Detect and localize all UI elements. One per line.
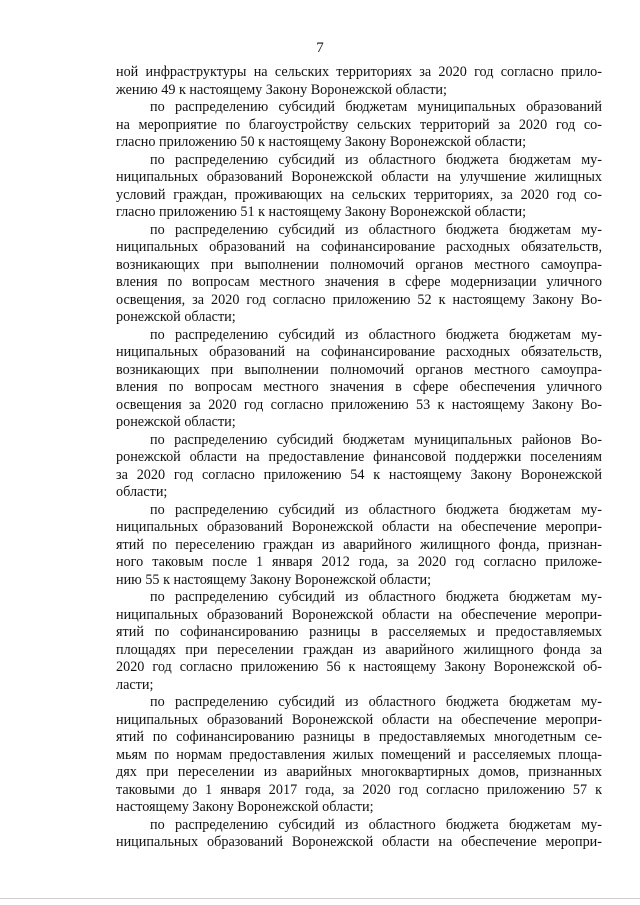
text-line: ятий по софинансированию разницы в расселяемых и предоставляемых: [116, 624, 602, 640]
document-body: [116, 64, 602, 852]
page-number: 7: [316, 40, 324, 56]
text-line: возникающих при выполнении полномочий органов местного самоупра-: [116, 256, 602, 273]
text-line: за 2020 год согласно приложению 54 к настоящему Закону Воронежской: [116, 466, 602, 483]
text-line: мьям по нормам предоставления жилых помещений и расселяемых площа-: [116, 746, 602, 763]
text-line: по распределению субсидий из областного бюджета бюджетам му-: [150, 501, 602, 518]
text-line: возникающих при выполнении полномочий органов местного самоупра-: [116, 361, 602, 378]
paragraph: [116, 432, 602, 502]
paragraph: [116, 817, 602, 852]
text-line: по распределению субсидий из областного бюджета бюджетам му-: [150, 221, 602, 238]
text-line: площадях при переселении граждан из аварийного жилищного фонда за: [116, 641, 602, 658]
text-line: вления по вопросам местного значения в сфере модернизации уличного: [116, 274, 602, 290]
text-line: гласно приложению 50 к настоящему Закону Воронежской области;: [116, 134, 527, 150]
text-line: на мероприятие по благоустройству сельских территорий за 2020 год со-: [116, 116, 602, 133]
text-line: по распределению субсидий бюджетам муниципальных образований: [150, 99, 602, 115]
text-line: гласно приложению 51 к настоящему Закону Воронежской области;: [116, 204, 527, 220]
text-line: 2020 год согласно приложению 56 к настоящему Закону Воронежской об-: [116, 659, 602, 675]
text-line: ронежской области на предоставление финансовой поддержки поселениям: [116, 449, 602, 465]
text-line: ниципальных образований Воронежской области на обеспечение меропри-: [116, 711, 602, 728]
text-line: ронежской области;: [116, 414, 236, 430]
text-line: ниципальных образований на софинансирование расходных обязательств,: [116, 239, 602, 255]
text-line: дях при переселении из аварийных многоквартирных домов, признанных: [116, 764, 602, 780]
paragraph: [116, 502, 602, 590]
text-line: освещения за 2020 год согласно приложению 53 к настоящему Закону Во-: [116, 396, 602, 413]
paragraph: [116, 327, 602, 432]
text-line: нию 55 к настоящему Закону Воронежской области;: [116, 571, 432, 588]
paragraph: [116, 589, 602, 694]
text-line: ятий по софинансированию разницы в предоставляемых многодетным се-: [116, 729, 602, 745]
text-line: области;: [116, 484, 168, 500]
text-line: ниципальных образований Воронежской области на обеспечение меропри-: [116, 606, 602, 623]
text-line: по распределению субсидий из областного бюджета бюджетам му-: [150, 816, 602, 833]
text-line: жению 49 к настоящему Закону Воронежской области;: [116, 81, 447, 98]
text-line: ласти;: [116, 676, 154, 693]
paragraph: [116, 152, 602, 222]
text-line: по распределению субсидий бюджетам муниципальных районов Во-: [150, 431, 602, 448]
text-line: ниципальных образований на софинансирование расходных обязательств,: [116, 344, 602, 360]
text-line: ронежской области;: [116, 309, 236, 325]
text-line: настоящему Закону Воронежской области;: [116, 799, 374, 815]
text-line: таковыми до 1 января 2017 года, за 2020 год согласно приложению 57 к: [116, 781, 602, 798]
paragraph: [116, 99, 602, 152]
text-line: вления по вопросам местного значения в сфере обеспечения уличного: [116, 379, 602, 395]
text-line: ной инфраструктуры на сельских территориях за 2020 год согласно прило-: [116, 64, 602, 80]
text-line: по распределению субсидий из областного бюджета бюджетам му-: [150, 589, 602, 605]
paragraph: [116, 694, 602, 817]
text-line: ного таковым после 1 января 2012 года, за 2020 год согласно приложе-: [116, 554, 602, 570]
text-line: ниципальных образований Воронежской области на улучшение жилищных: [116, 169, 602, 185]
text-line: условий граждан, проживающих на сельских территориях, за 2020 год со-: [116, 186, 602, 203]
paragraph: [116, 64, 602, 99]
text-line: освещения, за 2020 год согласно приложению 52 к настоящему Закону Во-: [116, 291, 602, 308]
text-line: по распределению субсидий из областного бюджета бюджетам му-: [150, 694, 602, 710]
text-line: по распределению субсидий из областного бюджета бюджетам му-: [150, 151, 602, 168]
paragraph: [116, 222, 602, 327]
text-line: по распределению субсидий из областного бюджета бюджетам му-: [150, 326, 602, 343]
text-line: ниципальных образований Воронежской области на обеспечение меропри-: [116, 834, 602, 850]
text-line: ятий по переселению граждан из аварийного жилищного фонда, признан-: [116, 536, 602, 553]
text-line: ниципальных образований Воронежской области на обеспечение меропри-: [116, 519, 602, 535]
bottom-edge-rule: [0, 898, 640, 899]
